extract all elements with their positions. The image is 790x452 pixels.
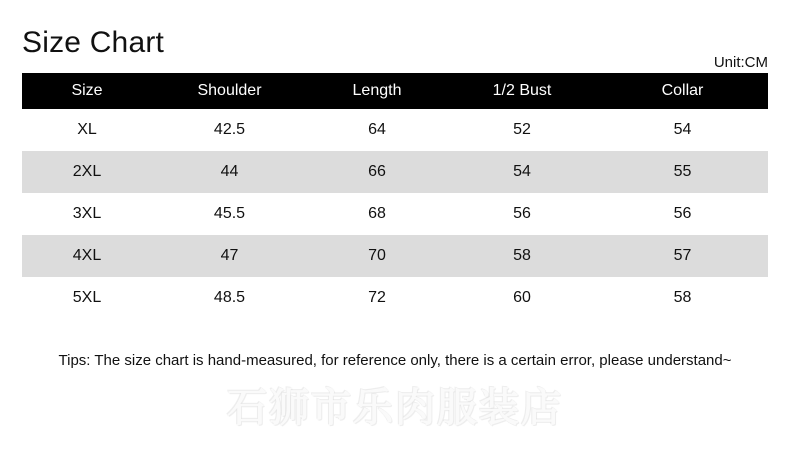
cell-size: 5XL xyxy=(22,277,152,319)
table-row xyxy=(22,277,768,319)
cell-size: 4XL xyxy=(22,235,152,277)
cell-shoulder: 44 xyxy=(152,151,307,193)
cell-shoulder: 42.5 xyxy=(152,109,307,151)
table-row xyxy=(22,235,768,277)
cell-half-bust: 52 xyxy=(447,109,597,151)
table-row xyxy=(22,151,768,193)
cell-half-bust: 58 xyxy=(447,235,597,277)
cell-shoulder: 47 xyxy=(152,235,307,277)
cell-length: 72 xyxy=(307,277,447,319)
table-row xyxy=(22,109,768,151)
cell-half-bust: 56 xyxy=(447,193,597,235)
cell-length: 68 xyxy=(307,193,447,235)
table-header-row xyxy=(22,73,768,109)
cell-shoulder: 48.5 xyxy=(152,277,307,319)
cell-collar: 58 xyxy=(597,277,768,319)
cell-shoulder: 45.5 xyxy=(152,193,307,235)
unit-label: Unit:CM xyxy=(713,54,768,71)
cell-length: 70 xyxy=(307,235,447,277)
cell-half-bust: 60 xyxy=(447,277,597,319)
cell-half-bust: 54 xyxy=(447,151,597,193)
cell-length: 66 xyxy=(307,151,447,193)
cell-size: 2XL xyxy=(22,151,152,193)
cell-size: 3XL xyxy=(22,193,152,235)
watermark-text: 石狮市乐肉服装店 xyxy=(227,386,563,430)
column-header-size: Size xyxy=(22,73,152,109)
column-header-half-bust: 1/2 Bust xyxy=(447,73,597,109)
cell-collar: 57 xyxy=(597,235,768,277)
column-header-length: Length xyxy=(307,73,447,109)
page-title: Size Chart xyxy=(22,26,165,59)
cell-length: 64 xyxy=(307,109,447,151)
table-row xyxy=(22,193,768,235)
tips-text: Tips: The size chart is hand-measured, for reference only, there is a certain error, please understand~ xyxy=(58,352,732,369)
cell-collar: 55 xyxy=(597,151,768,193)
cell-size: XL xyxy=(22,109,152,151)
cell-collar: 54 xyxy=(597,109,768,151)
column-header-collar: Collar xyxy=(597,73,768,109)
cell-collar: 56 xyxy=(597,193,768,235)
size-chart-table xyxy=(22,73,768,319)
column-header-shoulder: Shoulder xyxy=(152,73,307,109)
